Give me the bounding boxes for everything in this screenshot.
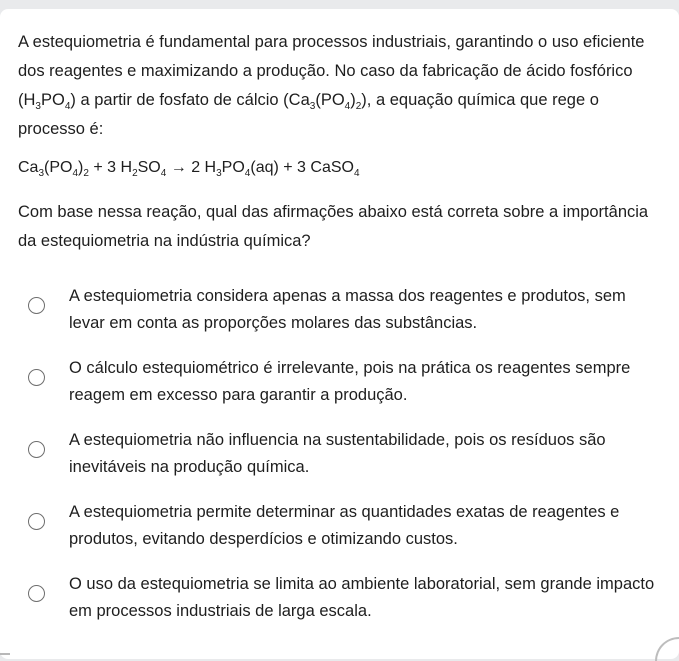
equation-part: SO	[137, 159, 161, 176]
equation-part: 2 H	[191, 159, 217, 176]
question-prompt: Com base nessa reação, qual das afirmações abaixo está correta sobre a importância da estequiometria na indústria química?	[18, 203, 649, 250]
formula-part: )	[361, 91, 367, 109]
equation-subscript: 3	[38, 168, 45, 179]
answer-option-1[interactable]	[0, 283, 679, 339]
question-text	[18, 28, 663, 144]
equation-part: )	[78, 159, 84, 176]
intro-text-part3: , a equação química que rege o processo é:	[18, 91, 599, 138]
equation-part: (PO	[44, 159, 73, 176]
answer-option-3-label: A estequiometria não influencia na sustentabilidade, pois os resíduos são inevitáveis na produção química.	[69, 431, 606, 476]
equation-subscript: 4	[244, 168, 251, 179]
radio-button-5[interactable]	[28, 585, 45, 602]
equation-part: (aq) + 3 CaSO	[250, 159, 354, 176]
equation-part: PO	[221, 159, 245, 176]
chemical-equation	[18, 157, 360, 179]
answer-option-5-label: O uso da estequiometria se limita ao ambiente laboratorial, sem grande impacto em processos industriais de larga escala.	[69, 575, 655, 620]
answer-option-4[interactable]	[0, 499, 679, 555]
intro-text-part1: A estequiometria é fundamental para processos industriais, garantindo o uso eficiente dos reagentes e maximizando a produção. No caso da fabricação de ácido fosfórico	[18, 33, 645, 80]
answer-option-2[interactable]	[0, 355, 679, 411]
question-card	[0, 9, 679, 659]
radio-button-1[interactable]	[28, 297, 45, 314]
equation-subscript: 3	[216, 168, 222, 179]
answer-option-3[interactable]	[0, 427, 679, 483]
answer-option-2-label: O cálculo estequiométrico é irrelevante, pois na prática os reagentes sempre reagem em excesso para garantir a produção.	[69, 359, 631, 404]
formula-part: (Ca	[283, 91, 310, 109]
formula-subscript: 4	[344, 101, 351, 112]
next-card-edge-right	[655, 637, 679, 661]
formula-subscript: 3	[35, 101, 41, 112]
formula-subscript: 2	[355, 101, 362, 112]
formula-part: (PO	[315, 91, 345, 109]
formula-subscript: 4	[64, 101, 71, 112]
formula-part: )	[350, 91, 356, 109]
equation-subscript: 4	[353, 168, 360, 179]
answer-option-4-label: A estequiometria permite determinar as quantidades exatas de reagentes e produtos, evitando desperdícios e otimizando custos.	[69, 503, 620, 548]
calcium-phosphate-formula	[283, 91, 367, 112]
equation-subscript: 4	[72, 168, 79, 179]
answer-option-5[interactable]	[0, 571, 679, 627]
next-card-edge-left	[0, 653, 10, 655]
answer-option-1-label: A estequiometria considera apenas a massa dos reagentes e produtos, sem levar em conta as proporções molares das substâncias.	[69, 287, 626, 332]
reaction-arrow: →	[166, 159, 192, 176]
formula-part: (H	[18, 91, 36, 109]
equation-subscript: 4	[160, 168, 167, 179]
radio-button-3[interactable]	[28, 441, 45, 458]
equation-subscript: 2	[132, 168, 138, 179]
formula-part: PO	[40, 91, 65, 109]
formula-subscript: 3	[309, 101, 316, 112]
equation-part: + 3 H	[88, 159, 133, 176]
intro-text-part2: a partir de fosfato de cálcio	[75, 91, 284, 109]
radio-button-4[interactable]	[28, 513, 45, 530]
phosphoric-acid-formula	[18, 91, 76, 112]
radio-button-2[interactable]	[28, 369, 45, 386]
formula-part: )	[70, 91, 76, 109]
question-intro	[18, 28, 663, 144]
equation-subscript: 2	[83, 168, 89, 179]
equation-part: Ca	[18, 159, 39, 176]
